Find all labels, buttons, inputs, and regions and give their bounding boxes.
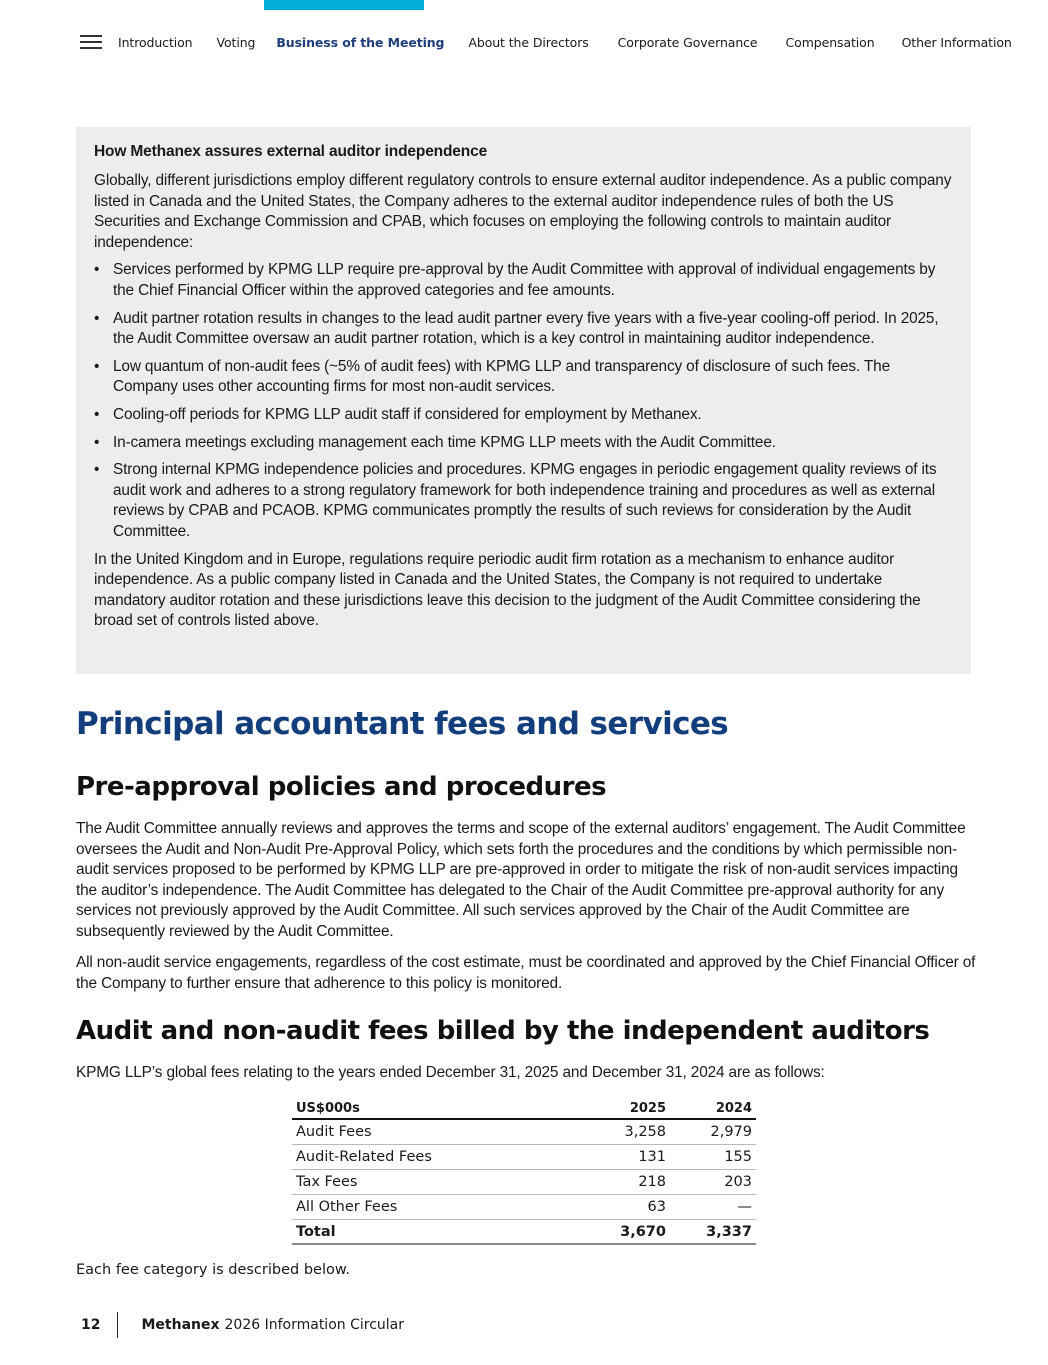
section-title: Principal accountant fees and services xyxy=(76,706,729,742)
preapproval-heading: Pre-approval policies and procedures xyxy=(76,772,607,802)
nav-item-introduction[interactable]: Introduction xyxy=(118,34,193,50)
nav-item-other-information[interactable]: Other Information xyxy=(901,34,1012,50)
total-row xyxy=(292,1219,756,1244)
bullet-icon: • xyxy=(94,309,100,327)
fees-table xyxy=(292,1098,756,1245)
fees-intro: KPMG LLP’s global fees relating to the years ended December 31, 2025 and December 31, 2024 are as follows: xyxy=(76,1064,825,1081)
fee-2025: 63 xyxy=(582,1194,670,1219)
column-header: 2025 xyxy=(582,1098,670,1119)
table-row xyxy=(292,1119,756,1144)
list-item: • In-camera meetings excluding management each time KPMG LLP meets with the Audit Committee. xyxy=(94,433,953,454)
bullet-icon: • xyxy=(94,357,100,375)
nav-item-compensation[interactable]: Compensation xyxy=(785,34,875,50)
brand-name: Methanex xyxy=(141,1317,220,1333)
list-item: • Services performed by KPMG LLP require pre-approval by the Audit Committee with approval of individual engagements by the Chief Financial Officer within the approved categories and fee amounts. xyxy=(94,261,936,299)
fee-2024: 203 xyxy=(670,1169,756,1194)
nav-item-voting[interactable]: Voting xyxy=(216,34,256,50)
preapproval-paragraph-2: All non-audit service engagements, regardless of the cost estimate, must be coordinated and approved by the Chief Financial Officer of the Company to further ensure that adherence to this policy is monitored. xyxy=(76,954,976,992)
page-footer xyxy=(81,1312,404,1338)
fee-category: Audit-Related Fees xyxy=(292,1144,582,1169)
section-nav xyxy=(80,31,1012,53)
fees-footnote: Each fee category is described below. xyxy=(76,1262,350,1278)
table-row xyxy=(292,1194,756,1219)
list-item: • Cooling-off periods for KPMG LLP audit staff if considered for employment by Methanex. xyxy=(94,405,953,426)
list-item: • Low quantum of non-audit fees (~5% of audit fees) with KPMG LLP and transparency of disclosure of such fees. The Company uses other accounting firms for most non-audit services. xyxy=(94,357,890,396)
auditor-independence-box xyxy=(76,127,971,674)
bullet-icon: • xyxy=(94,261,100,279)
footer-divider xyxy=(117,1312,118,1338)
bullet-icon: • xyxy=(94,461,100,479)
total-2025: 3,670 xyxy=(582,1219,670,1244)
document-title: 2026 Information Circular xyxy=(224,1317,404,1333)
nav-item-business-of-the-meeting[interactable]: Business of the Meeting xyxy=(276,34,445,50)
fee-category: Tax Fees xyxy=(292,1169,582,1194)
list-item: • Audit partner rotation results in changes to the lead audit partner every five years with a five-year cooling-off period. In 2025, the Audit Committee oversaw an audit partner rotation, which is a key control in maintaining auditor independence. xyxy=(94,309,939,348)
page-number: 12 xyxy=(81,1317,101,1333)
list-item: • Strong internal KPMG independence policies and procedures. KPMG engages in periodic engagement quality reviews of its audit work and adheres to a strong regulatory framework for both independence training and procedures as well as external reviews by CPAB and PCAOB. KPMG communicates promptly the results of such reviews for consideration by the Audit Committee. xyxy=(94,461,937,540)
infobox-title: How Methanex assures external auditor independence xyxy=(94,143,488,160)
table-row xyxy=(292,1169,756,1194)
infobox-intro: Globally, different jurisdictions employ different regulatory controls to ensure external auditor independence. As a public company listed in Canada and the United States, the Company adheres to the external auditor independence rules of both the US Securities and Exchange Commission and CPAB, which focuses on employing the following controls to maintain auditor independence: xyxy=(94,172,952,251)
fee-2024: 155 xyxy=(670,1144,756,1169)
active-section-indicator xyxy=(264,0,424,10)
table-header-row xyxy=(292,1098,756,1119)
hamburger-menu-icon[interactable] xyxy=(80,35,102,49)
bullet-icon: • xyxy=(94,405,100,423)
fee-2025: 218 xyxy=(582,1169,670,1194)
fee-category: Audit Fees xyxy=(292,1119,582,1144)
fee-2025: 131 xyxy=(582,1144,670,1169)
column-header: 2024 xyxy=(670,1098,756,1119)
bullet-icon: • xyxy=(94,433,100,451)
fees-heading: Audit and non-audit fees billed by the independent auditors xyxy=(76,1016,930,1046)
fee-category: All Other Fees xyxy=(292,1194,582,1219)
column-header: US$000s xyxy=(292,1098,582,1119)
preapproval-paragraph-1: The Audit Committee annually reviews and approves the terms and scope of the external auditors’ engagement. The Audit Committee oversees the Audit and Non-Audit Pre-Approval Policy, which sets forth the procedures and the conditions by which permissible non-audit services proposed to be performed by KPMG LLP are pre-approved in order to mitigate the risk of non-audit services impacting the auditor’s independence. The Audit Committee has delegated to the Chair of the Audit Committee pre-approval authority for any services not previously approved by the Audit Committee. All such services approved by the Chair of the Audit Committee are subsequently reviewed by the Audit Committee. xyxy=(76,820,966,940)
fee-2025: 3,258 xyxy=(582,1119,670,1144)
nav-item-about-the-directors[interactable]: About the Directors xyxy=(468,34,589,50)
fee-2024: 2,979 xyxy=(670,1119,756,1144)
controls-list xyxy=(94,260,953,542)
fee-2024: — xyxy=(670,1194,756,1219)
table-row xyxy=(292,1144,756,1169)
total-2024: 3,337 xyxy=(670,1219,756,1244)
total-label: Total xyxy=(292,1219,582,1244)
nav-item-corporate-governance[interactable]: Corporate Governance xyxy=(617,34,758,50)
infobox-closing: In the United Kingdom and in Europe, regulations require periodic audit firm rotation as a mechanism to enhance auditor independence. As a public company listed in Canada and the United States, the Company is not required to undertake mandatory auditor rotation and these jurisdictions leave this decision to the judgment of the Audit Committee considering the broad set of controls listed above. xyxy=(94,550,921,630)
